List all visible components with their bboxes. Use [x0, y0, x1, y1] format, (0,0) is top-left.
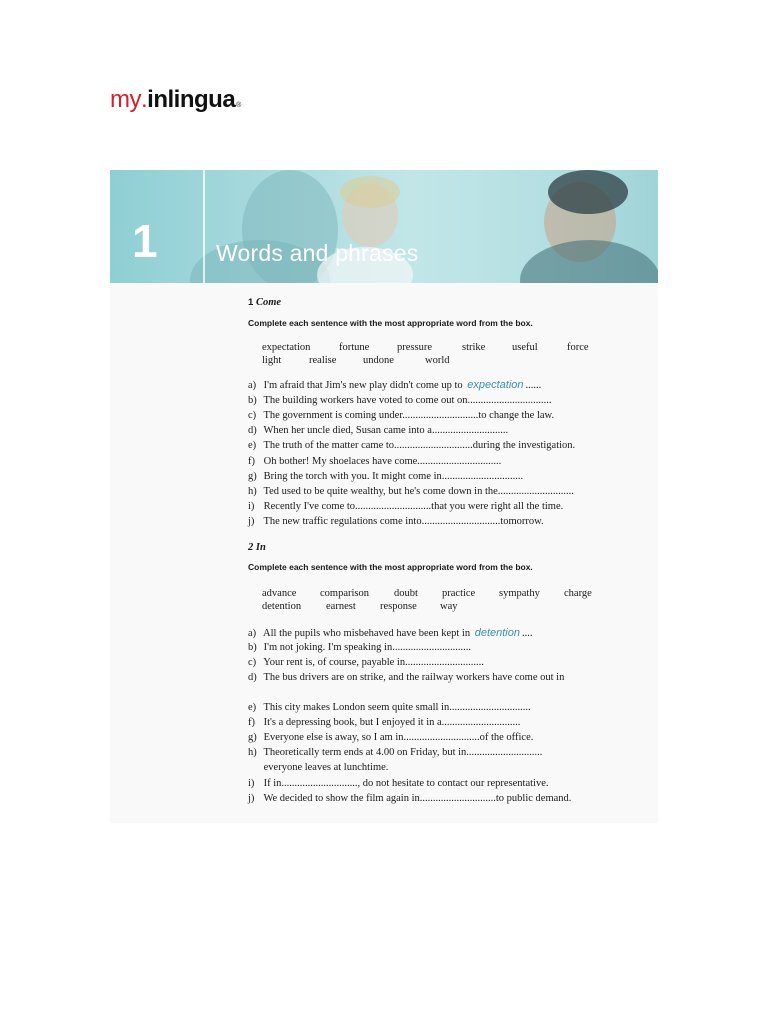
sentence-letter: h)	[248, 747, 257, 758]
sentence-blank: ......	[525, 380, 542, 391]
section-1-sentence-c	[248, 409, 554, 423]
sentence-text: If in............................., do not hesitate to contact our representative.	[263, 778, 549, 789]
inlingua-logo	[110, 86, 241, 118]
word-box-item: realise	[309, 355, 337, 366]
sentence-letter: d)	[248, 425, 257, 436]
sentence-letter: a)	[248, 628, 257, 639]
section-2-sentence-e	[248, 701, 531, 715]
sentence-letter: c)	[248, 410, 257, 421]
section-2-heading	[248, 542, 266, 553]
word-box-item: advance	[262, 588, 297, 599]
sentence-letter: i)	[248, 501, 255, 512]
section-2-sentence-i	[248, 777, 549, 791]
sentence-letter: c)	[248, 657, 257, 668]
section-1-number: 1	[248, 297, 254, 308]
word-box-item: world	[425, 355, 450, 366]
sentence-letter: j)	[248, 516, 255, 527]
word-box-item: strike	[462, 342, 486, 353]
chapter-title: Words and phrases	[216, 240, 419, 266]
section-1-title: Come	[255, 297, 282, 308]
sentence-letter: j)	[248, 793, 255, 804]
sentence-text: The new traffic regulations come into..............................tomorrow.	[263, 516, 544, 527]
section-2-sentence-c	[248, 656, 484, 670]
section-2-sentence-d	[248, 671, 564, 685]
sentence-letter: d)	[248, 672, 257, 683]
section-2-sentence-b	[248, 641, 471, 655]
sentence-letter: b)	[248, 642, 257, 653]
logo-dot: .	[141, 86, 148, 113]
word-box-item: practice	[442, 588, 476, 599]
section-2-sentence-h-continued	[248, 761, 388, 775]
word-box-item: earnest	[326, 601, 356, 612]
sentence-letter: e)	[248, 702, 257, 713]
word-box-item: light	[262, 355, 282, 366]
word-box-item: force	[567, 342, 589, 353]
sentence-text: When her uncle died, Susan came into a.............................	[263, 425, 509, 436]
sentence-text: All the pupils who misbehaved have been kept in	[263, 628, 471, 639]
sentence-text: Ted used to be quite wealthy, but he's come down in the.............................	[263, 486, 574, 497]
section-2-instruction: Complete each sentence with the most appropriate word from the box.	[248, 562, 533, 572]
section-2-number: 2	[248, 542, 254, 553]
sentence-text: I'm afraid that Jim's new play didn't come up to	[263, 380, 463, 391]
word-box-item: expectation	[262, 342, 311, 353]
word-box-item: fortune	[339, 342, 370, 353]
sentence-letter: b)	[248, 395, 257, 406]
handwritten-answer: detention	[474, 627, 520, 639]
section-2-sentence-f	[248, 716, 520, 730]
word-box-item: comparison	[320, 588, 369, 599]
sentence-text: Theoretically term ends at 4.00 on Friday, but in.............................	[263, 747, 543, 758]
section-1-sentence-d	[248, 424, 508, 438]
sentence-letter: e)	[248, 440, 257, 451]
section-2-title: In	[255, 542, 266, 553]
section-1-sentence-a	[248, 378, 541, 393]
section-1-sentence-i	[248, 500, 563, 514]
word-box-item: useful	[512, 342, 538, 353]
sentence-text: It's a depressing book, but I enjoyed it in a..............................	[263, 717, 521, 728]
section-1-sentence-h	[248, 485, 574, 499]
section-1-sentence-b	[248, 394, 552, 408]
chapter-number: 1	[132, 215, 158, 267]
chapter-banner	[110, 170, 658, 283]
logo-name: inlingua	[147, 86, 236, 113]
sentence-text: Oh bother! My shoelaces have come................................	[263, 456, 502, 467]
sentence-text: Everyone else is away, so I am in.............................of the office.	[263, 732, 534, 743]
logo-my: my	[110, 86, 141, 113]
section-2-sentence-h	[248, 746, 542, 760]
sentence-text: The building workers have voted to come out on................................	[263, 395, 552, 406]
sentence-text: We decided to show the film again in.............................to public demand.	[263, 793, 572, 804]
sentence-text: Recently I've come to.............................that you were right all the time.	[263, 501, 564, 512]
section-1-sentence-e	[248, 439, 575, 453]
sentence-text: I'm not joking. I'm speaking in..............................	[263, 642, 471, 653]
sentence-text: The truth of the matter came to..............................during the investigation.	[263, 440, 576, 451]
word-box-item: detention	[262, 601, 302, 612]
word-box-item: response	[380, 601, 417, 612]
section-1-heading	[248, 297, 281, 308]
sentence-text: Your rent is, of course, payable in..............................	[263, 657, 484, 668]
section-1-instruction: Complete each sentence with the most appropriate word from the box.	[248, 318, 533, 328]
sentence-letter: f)	[248, 717, 255, 728]
sentence-letter: i)	[248, 778, 255, 789]
sentence-letter: h)	[248, 486, 257, 497]
sentence-letter: a)	[248, 380, 257, 391]
word-box-item: sympathy	[499, 588, 540, 599]
sentence-letter: f)	[248, 456, 255, 467]
section-2-sentence-a	[248, 626, 532, 641]
sentence-letter: g)	[248, 732, 257, 743]
sentence-text: The government is coming under.............................to change the law.	[263, 410, 555, 421]
word-box-item: charge	[564, 588, 592, 599]
sentence-letter: g)	[248, 471, 257, 482]
sentence-text: Bring the torch with you. It might come in...............................	[263, 471, 524, 482]
word-box-item: doubt	[394, 588, 418, 599]
word-box-item: undone	[363, 355, 394, 366]
sentence-text: This city makes London seem quite small in...............................	[263, 702, 531, 713]
handwritten-answer: expectation	[467, 379, 524, 391]
section-2-sentence-j	[248, 792, 571, 806]
sentence-text: everyone leaves at lunchtime.	[263, 762, 389, 773]
section-1-sentence-j	[248, 515, 544, 529]
section-1-sentence-f	[248, 455, 501, 469]
word-box-item: way	[440, 601, 458, 612]
section-2-sentence-g	[248, 731, 533, 745]
sentence-blank: ....	[521, 628, 533, 639]
section-1-sentence-g	[248, 470, 523, 484]
sentence-text: The bus drivers are on strike, and the railway workers have come out in	[263, 672, 565, 683]
logo-registered-mark: ®	[236, 102, 241, 109]
word-box-item: pressure	[397, 342, 432, 353]
banner-divider	[203, 170, 205, 283]
